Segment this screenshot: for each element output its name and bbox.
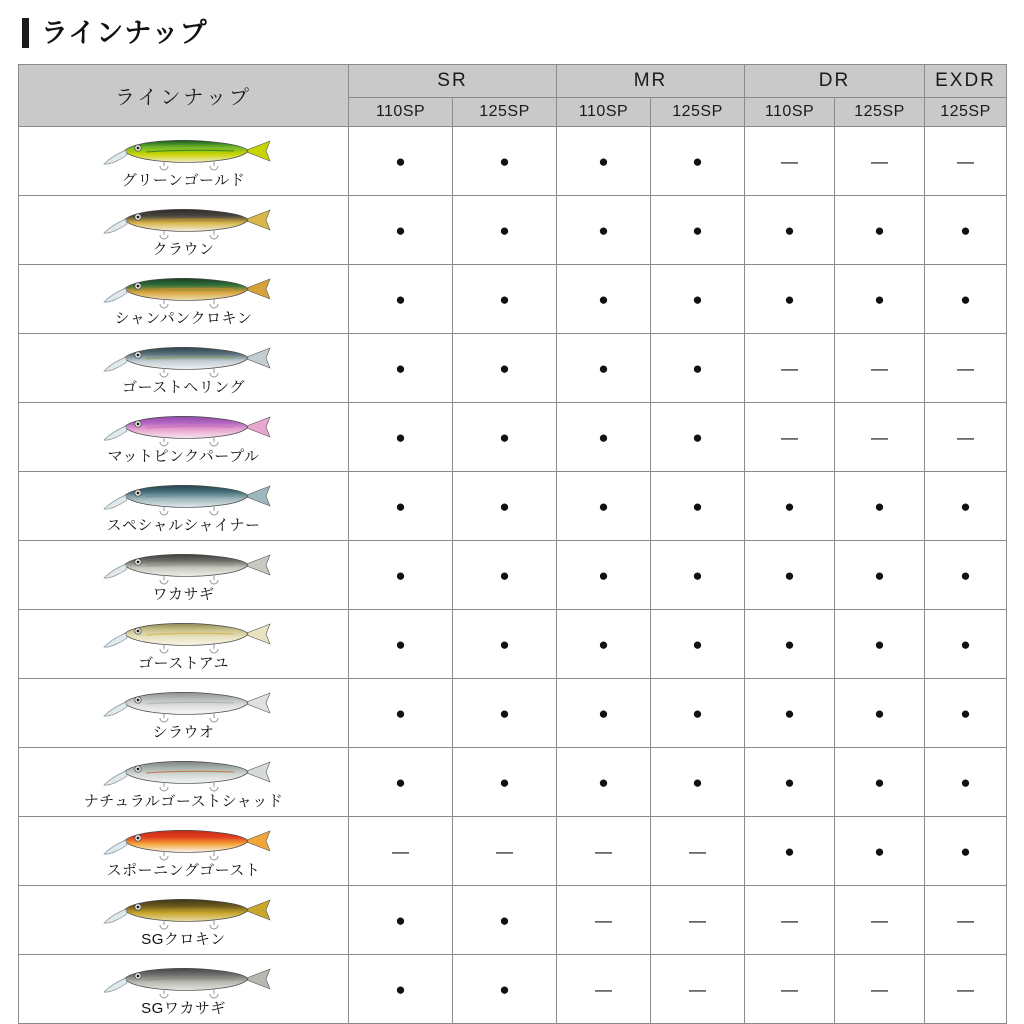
- availability-cell: [925, 748, 1007, 817]
- color-name: グリーンゴールド: [121, 172, 246, 190]
- table-row: [19, 541, 1007, 610]
- availability-cell: [349, 748, 453, 817]
- availability-cell: [453, 610, 557, 679]
- available-mark-icon: [874, 564, 884, 586]
- availability-cell: [745, 610, 835, 679]
- available-mark-icon: [692, 357, 702, 379]
- table-row: [19, 817, 1007, 886]
- availability-cell: [349, 541, 453, 610]
- unavailable-mark-icon: [781, 909, 798, 931]
- table-row: [19, 679, 1007, 748]
- header-size-exdr-125sp: 125SP: [925, 98, 1007, 127]
- lure-illustration: [94, 202, 274, 240]
- available-mark-icon: [499, 909, 509, 931]
- availability-cell: [453, 265, 557, 334]
- header-size-sr-125sp: 125SP: [453, 98, 557, 127]
- availability-cell: [925, 403, 1007, 472]
- availability-cell: [745, 541, 835, 610]
- availability-cell: [557, 472, 651, 541]
- availability-cell: [349, 265, 453, 334]
- color-name: SGクロキン: [141, 931, 226, 949]
- color-name: ゴーストヘリング: [122, 379, 245, 397]
- lure-image: [19, 960, 348, 1000]
- available-mark-icon: [499, 426, 509, 448]
- available-mark-icon: [598, 564, 608, 586]
- available-mark-icon: [395, 909, 405, 931]
- available-mark-icon: [395, 150, 405, 172]
- available-mark-icon: [598, 495, 608, 517]
- unavailable-mark-icon: [781, 150, 798, 172]
- color-name: ナチュラルゴーストシャッド: [83, 793, 284, 811]
- availability-cell: [453, 679, 557, 748]
- color-variant-cell: [19, 265, 349, 334]
- lure-illustration: [94, 547, 274, 585]
- available-mark-icon: [395, 357, 405, 379]
- unavailable-mark-icon: [957, 978, 974, 1000]
- header-size-sr-110sp: 110SP: [349, 98, 453, 127]
- available-mark-icon: [784, 495, 794, 517]
- available-mark-icon: [784, 288, 794, 310]
- available-mark-icon: [784, 564, 794, 586]
- lure-image: [19, 477, 348, 517]
- unavailable-mark-icon: [957, 357, 974, 379]
- availability-cell: [651, 127, 745, 196]
- header-group-mr: MR: [557, 65, 745, 98]
- available-mark-icon: [395, 426, 405, 448]
- availability-cell: [557, 748, 651, 817]
- lure-image: [19, 822, 348, 862]
- color-name: ワカサギ: [152, 586, 215, 604]
- available-mark-icon: [499, 150, 509, 172]
- availability-cell: [745, 955, 835, 1024]
- availability-cell: [835, 679, 925, 748]
- availability-cell: [835, 955, 925, 1024]
- available-mark-icon: [395, 288, 405, 310]
- availability-cell: [651, 541, 745, 610]
- available-mark-icon: [960, 633, 970, 655]
- color-name: スペシャルシャイナー: [106, 517, 261, 535]
- availability-cell: [745, 196, 835, 265]
- availability-cell: [745, 472, 835, 541]
- availability-cell: [349, 955, 453, 1024]
- availability-cell: [745, 748, 835, 817]
- lure-illustration: [94, 340, 274, 378]
- header-size-dr-125sp: 125SP: [835, 98, 925, 127]
- color-name: マットピンクパープル: [107, 448, 260, 466]
- available-mark-icon: [692, 150, 702, 172]
- page-title: [22, 18, 1006, 48]
- availability-cell: [557, 679, 651, 748]
- header-size-dr-110sp: 110SP: [745, 98, 835, 127]
- table-row: [19, 748, 1007, 817]
- color-variant-cell: [19, 679, 349, 748]
- page-title-text: ラインナップ: [41, 17, 208, 48]
- availability-cell: [557, 127, 651, 196]
- lure-illustration: [94, 409, 274, 447]
- table-header: [19, 65, 1007, 127]
- table-row: [19, 610, 1007, 679]
- availability-cell: [835, 610, 925, 679]
- lure-illustration: [94, 478, 274, 516]
- available-mark-icon: [395, 564, 405, 586]
- available-mark-icon: [692, 702, 702, 724]
- available-mark-icon: [499, 357, 509, 379]
- availability-cell: [651, 610, 745, 679]
- available-mark-icon: [598, 633, 608, 655]
- color-variant-cell: [19, 472, 349, 541]
- unavailable-mark-icon: [957, 909, 974, 931]
- available-mark-icon: [692, 288, 702, 310]
- available-mark-icon: [960, 564, 970, 586]
- unavailable-mark-icon: [871, 978, 888, 1000]
- availability-cell: [349, 403, 453, 472]
- available-mark-icon: [874, 633, 884, 655]
- lure-image: [19, 132, 348, 172]
- availability-cell: [925, 127, 1007, 196]
- available-mark-icon: [395, 219, 405, 241]
- availability-cell: [651, 817, 745, 886]
- available-mark-icon: [692, 426, 702, 448]
- color-variant-cell: [19, 886, 349, 955]
- available-mark-icon: [692, 495, 702, 517]
- availability-cell: [835, 748, 925, 817]
- unavailable-mark-icon: [781, 357, 798, 379]
- availability-cell: [453, 403, 557, 472]
- availability-cell: [453, 886, 557, 955]
- color-variant-cell: [19, 817, 349, 886]
- unavailable-mark-icon: [689, 909, 706, 931]
- availability-cell: [557, 817, 651, 886]
- lineup-table: [18, 64, 1007, 1024]
- availability-cell: [557, 403, 651, 472]
- unavailable-mark-icon: [871, 426, 888, 448]
- availability-cell: [349, 334, 453, 403]
- availability-cell: [745, 403, 835, 472]
- available-mark-icon: [784, 702, 794, 724]
- table-row: [19, 955, 1007, 1024]
- availability-cell: [835, 817, 925, 886]
- available-mark-icon: [960, 288, 970, 310]
- availability-cell: [925, 196, 1007, 265]
- color-variant-cell: [19, 334, 349, 403]
- lure-illustration: [94, 616, 274, 654]
- availability-cell: [557, 334, 651, 403]
- available-mark-icon: [598, 288, 608, 310]
- availability-cell: [453, 748, 557, 817]
- lure-illustration: [94, 961, 274, 999]
- lure-image: [19, 546, 348, 586]
- header-group-sr: SR: [349, 65, 557, 98]
- header-size-mr-110sp: 110SP: [557, 98, 651, 127]
- available-mark-icon: [692, 564, 702, 586]
- color-name: スポーニングゴースト: [106, 862, 261, 880]
- availability-cell: [349, 196, 453, 265]
- availability-cell: [835, 127, 925, 196]
- availability-cell: [651, 196, 745, 265]
- lure-image: [19, 339, 348, 379]
- availability-cell: [651, 472, 745, 541]
- availability-cell: [925, 541, 1007, 610]
- availability-cell: [349, 472, 453, 541]
- available-mark-icon: [598, 357, 608, 379]
- unavailable-mark-icon: [957, 426, 974, 448]
- availability-cell: [453, 472, 557, 541]
- available-mark-icon: [499, 288, 509, 310]
- available-mark-icon: [692, 633, 702, 655]
- available-mark-icon: [784, 219, 794, 241]
- unavailable-mark-icon: [595, 978, 612, 1000]
- availability-cell: [745, 817, 835, 886]
- table-row: [19, 196, 1007, 265]
- available-mark-icon: [499, 219, 509, 241]
- available-mark-icon: [960, 495, 970, 517]
- availability-cell: [453, 817, 557, 886]
- availability-cell: [925, 610, 1007, 679]
- unavailable-mark-icon: [957, 150, 974, 172]
- lure-image: [19, 891, 348, 931]
- unavailable-mark-icon: [496, 840, 513, 862]
- table-row: [19, 265, 1007, 334]
- lure-illustration: [94, 133, 274, 171]
- lure-image: [19, 270, 348, 310]
- color-variant-cell: [19, 403, 349, 472]
- available-mark-icon: [395, 771, 405, 793]
- availability-cell: [925, 265, 1007, 334]
- available-mark-icon: [598, 426, 608, 448]
- availability-cell: [835, 334, 925, 403]
- available-mark-icon: [874, 495, 884, 517]
- availability-cell: [557, 196, 651, 265]
- lure-image: [19, 753, 348, 793]
- available-mark-icon: [499, 771, 509, 793]
- availability-cell: [453, 541, 557, 610]
- availability-cell: [745, 265, 835, 334]
- availability-cell: [925, 886, 1007, 955]
- available-mark-icon: [499, 978, 509, 1000]
- availability-cell: [835, 403, 925, 472]
- available-mark-icon: [960, 702, 970, 724]
- availability-cell: [557, 955, 651, 1024]
- availability-cell: [557, 886, 651, 955]
- color-name: シラウオ: [152, 724, 215, 742]
- available-mark-icon: [499, 633, 509, 655]
- available-mark-icon: [960, 840, 970, 862]
- unavailable-mark-icon: [781, 426, 798, 448]
- available-mark-icon: [499, 702, 509, 724]
- unavailable-mark-icon: [781, 978, 798, 1000]
- available-mark-icon: [598, 219, 608, 241]
- available-mark-icon: [784, 633, 794, 655]
- availability-cell: [835, 265, 925, 334]
- availability-cell: [745, 334, 835, 403]
- color-variant-cell: [19, 748, 349, 817]
- availability-cell: [745, 679, 835, 748]
- available-mark-icon: [692, 219, 702, 241]
- unavailable-mark-icon: [595, 840, 612, 862]
- color-name: シャンパンクロキン: [114, 310, 253, 328]
- availability-cell: [925, 679, 1007, 748]
- availability-cell: [651, 334, 745, 403]
- color-variant-cell: [19, 955, 349, 1024]
- availability-cell: [651, 748, 745, 817]
- available-mark-icon: [784, 771, 794, 793]
- availability-cell: [745, 886, 835, 955]
- available-mark-icon: [598, 771, 608, 793]
- lure-illustration: [94, 685, 274, 723]
- table-row: [19, 886, 1007, 955]
- available-mark-icon: [499, 564, 509, 586]
- availability-cell: [651, 265, 745, 334]
- available-mark-icon: [960, 219, 970, 241]
- unavailable-mark-icon: [392, 840, 409, 862]
- table-row: [19, 334, 1007, 403]
- availability-cell: [453, 334, 557, 403]
- available-mark-icon: [395, 978, 405, 1000]
- color-name: クラウン: [152, 241, 215, 259]
- lure-illustration: [94, 892, 274, 930]
- available-mark-icon: [874, 840, 884, 862]
- availability-cell: [453, 196, 557, 265]
- table-row: [19, 472, 1007, 541]
- unavailable-mark-icon: [871, 150, 888, 172]
- availability-cell: [925, 955, 1007, 1024]
- available-mark-icon: [598, 702, 608, 724]
- lure-image: [19, 408, 348, 448]
- available-mark-icon: [499, 495, 509, 517]
- lure-illustration: [94, 271, 274, 309]
- available-mark-icon: [395, 702, 405, 724]
- availability-cell: [835, 196, 925, 265]
- availability-cell: [651, 886, 745, 955]
- lure-image: [19, 615, 348, 655]
- availability-cell: [349, 817, 453, 886]
- availability-cell: [651, 955, 745, 1024]
- unavailable-mark-icon: [689, 840, 706, 862]
- header-group-dr: DR: [745, 65, 925, 98]
- availability-cell: [349, 127, 453, 196]
- lure-illustration: [94, 823, 274, 861]
- availability-cell: [557, 541, 651, 610]
- header-group-exdr: EXDR: [925, 65, 1007, 98]
- availability-cell: [349, 679, 453, 748]
- availability-cell: [349, 610, 453, 679]
- header-corner-label: ラインナップ: [19, 65, 349, 127]
- availability-cell: [835, 472, 925, 541]
- color-variant-cell: [19, 541, 349, 610]
- availability-cell: [557, 610, 651, 679]
- available-mark-icon: [960, 771, 970, 793]
- availability-cell: [557, 265, 651, 334]
- availability-cell: [453, 127, 557, 196]
- lure-image: [19, 201, 348, 241]
- unavailable-mark-icon: [871, 357, 888, 379]
- title-accent-bar: [22, 18, 29, 48]
- availability-cell: [925, 334, 1007, 403]
- table-row: [19, 403, 1007, 472]
- available-mark-icon: [692, 771, 702, 793]
- lure-image: [19, 684, 348, 724]
- available-mark-icon: [784, 840, 794, 862]
- header-row-groups: [19, 65, 1007, 98]
- unavailable-mark-icon: [871, 909, 888, 931]
- color-variant-cell: [19, 196, 349, 265]
- available-mark-icon: [395, 633, 405, 655]
- availability-cell: [835, 886, 925, 955]
- color-variant-cell: [19, 127, 349, 196]
- header-size-mr-125sp: 125SP: [651, 98, 745, 127]
- available-mark-icon: [874, 219, 884, 241]
- table-body: [19, 127, 1007, 1024]
- availability-cell: [651, 679, 745, 748]
- availability-cell: [745, 127, 835, 196]
- availability-cell: [651, 403, 745, 472]
- availability-cell: [453, 955, 557, 1024]
- available-mark-icon: [598, 150, 608, 172]
- color-name: SGワカサギ: [141, 1000, 226, 1018]
- color-variant-cell: [19, 610, 349, 679]
- table-row: [19, 127, 1007, 196]
- unavailable-mark-icon: [689, 978, 706, 1000]
- availability-cell: [349, 886, 453, 955]
- lure-illustration: [94, 754, 274, 792]
- available-mark-icon: [874, 288, 884, 310]
- availability-cell: [925, 817, 1007, 886]
- available-mark-icon: [395, 495, 405, 517]
- available-mark-icon: [874, 771, 884, 793]
- availability-cell: [835, 541, 925, 610]
- available-mark-icon: [874, 702, 884, 724]
- unavailable-mark-icon: [595, 909, 612, 931]
- color-name: ゴーストアユ: [137, 655, 230, 673]
- availability-cell: [925, 472, 1007, 541]
